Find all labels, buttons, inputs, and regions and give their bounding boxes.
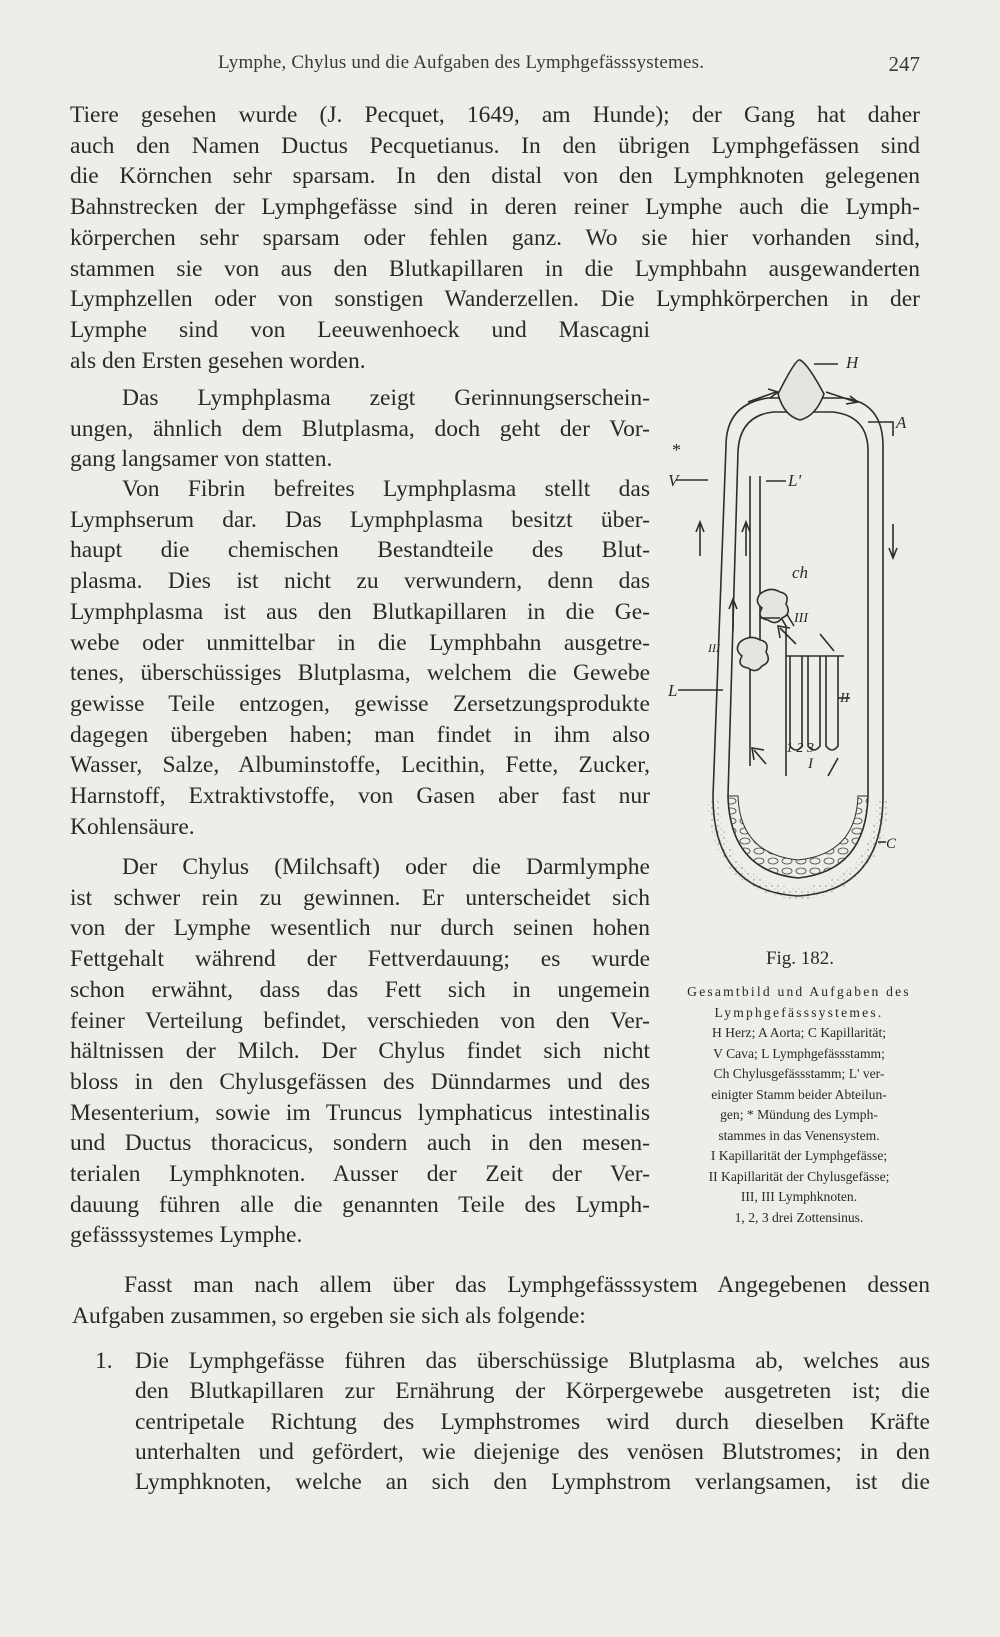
label-ch: ch — [792, 563, 809, 582]
label-H: H — [846, 356, 859, 372]
text-line: gefässsystemes Lymphe. — [70, 1222, 303, 1249]
lymph-node-1 — [737, 637, 768, 670]
caption-title: Gesamtbild und Aufgaben des Lymphgefässsystemes. — [687, 984, 911, 1020]
text-line: dagegen übergeben haben; man findet in ihm also — [70, 721, 650, 748]
label-III-a: III — [794, 611, 808, 626]
text-line: von der Lymphe wesentlich nur durch seinen hohen — [70, 915, 650, 942]
text-line: Bahnstrecken der Lymphgefässe sind in deren reiner Lymphe auch die Lymph- — [70, 194, 920, 221]
arrow-into-heart — [748, 389, 778, 402]
label-L: L — [668, 681, 678, 700]
text-line: schon erwähnt, dass das Fett sich in ungemein — [70, 976, 650, 1003]
text-line: Das Lymphplasma zeigt Gerinnungserschein- — [122, 385, 650, 411]
caption-line: V Cava; L Lymphgefässstamm; — [713, 1045, 885, 1061]
heart-shape — [778, 360, 824, 420]
text-line: den Blutkapillaren zur Ernährung der Körpergewebe ausgetreten ist; die — [135, 1378, 930, 1405]
text-line: körperchen sehr sparsam oder fehlen ganz. Wo sie hier vorhanden sind, — [70, 224, 920, 251]
text-line: Lymphplasma ist aus den Blutkapillaren in die Ge- — [70, 598, 650, 625]
text-line: tenes, überschüssiges Blutplasma, welchem die Gewebe — [70, 660, 650, 687]
arrow-down-right — [889, 524, 897, 558]
text-line: Lymphe sind von Leeuwenhoeck und Mascagni — [70, 316, 650, 343]
summary-paragraph — [72, 1270, 930, 1331]
page-header — [70, 52, 920, 82]
figure-caption — [670, 982, 928, 1228]
label-numbers: 1 2 3 — [786, 741, 814, 756]
text-line: terialen Lymphknoten. Ausser der Zeit der Ver- — [70, 1161, 650, 1188]
label-III-b: III — [708, 641, 720, 655]
villus-3 — [826, 656, 838, 750]
text-line: Mesenterium, sowie im Truncus lymphaticus intestinalis — [70, 1099, 650, 1126]
text-line: centripetale Richtung des Lymphstromes wird durch dieselben Kräfte — [135, 1408, 930, 1435]
arrow-up-mid — [742, 522, 750, 556]
text-line: gewisse Teile entzogen, gewisse Zersetzungsprodukte — [70, 690, 650, 717]
text-line: als den Ersten gesehen worden. — [70, 347, 366, 374]
caption-line: 1, 2, 3 drei Zottensinus. — [734, 1209, 864, 1225]
label-L-prime: L' — [788, 471, 802, 490]
paragraph-1 — [70, 100, 920, 376]
caption-line: gen; * Mündung des Lymph- — [720, 1107, 878, 1122]
arrow-up-left — [696, 522, 704, 556]
arrow-diagonal-2 — [752, 748, 766, 764]
text-line: Tiere gesehen wurde (J. Pecquet, 1649, am Hunde); der Gang hat daher — [70, 102, 920, 128]
text-line: webe oder unmittelbar in die Lymphbahn ausgetre- — [70, 629, 650, 656]
list-number: 1. — [95, 1348, 113, 1374]
arrow-diagonal-3 — [820, 634, 834, 651]
text-line: Die Lymphgefässe führen das überschüssige Blutplasma ab, welches aus — [135, 1348, 930, 1374]
text-line: Kohlensäure. — [70, 813, 195, 840]
text-line: Von Fibrin befreites Lymphplasma stellt das — [122, 476, 650, 502]
text-line: Aufgaben zusammen, so ergeben sie sich als folgende: — [72, 1302, 586, 1329]
page-number: 247 — [888, 52, 920, 76]
label-II: II — [840, 691, 850, 706]
text-line: dauung führen alle die genannten Teile des Lymph- — [70, 1191, 650, 1218]
text-line: Lymphzellen oder von sonstigen Wanderzellen. Die Lymphkörperchen in der — [70, 286, 920, 313]
capillary-network — [728, 796, 868, 878]
paragraph-3 — [70, 474, 650, 842]
text-line: hältnissen der Milch. Der Chylus findet sich nicht — [70, 1038, 650, 1065]
paragraph-2 — [70, 383, 650, 475]
label-C: C — [886, 836, 897, 852]
arrow-up-lymph — [729, 599, 737, 631]
figure-182 — [668, 356, 924, 946]
text-line: Fasst man nach allem über das Lymphgefässsystem Angegebenen dessen — [124, 1272, 930, 1298]
text-line: stammen sie von aus den Blutkapillaren in die Lymphbahn ausgewanderten — [70, 255, 920, 282]
lymph-system-diagram — [668, 356, 924, 946]
caption-line: I Kapillarität der Lymphgefässe; — [710, 1148, 888, 1163]
label-I: I — [808, 756, 813, 772]
caption-line: einigter Stamm beider Abteilun- — [711, 1086, 887, 1102]
chyle-trunk — [768, 596, 786, 776]
running-title: Lymphe, Chylus und die Aufgaben des Lymphgefässsystemes. — [218, 52, 705, 73]
text-line: haupt die chemischen Bestandteile des Blut- — [70, 537, 650, 564]
text-line: bloss in den Chylusgefässen des Dünndarmes und des — [70, 1068, 650, 1095]
caption-line: stammes in das Venensystem. — [718, 1127, 880, 1143]
text-line: auch den Namen Ductus Pecquetianus. In den übrigen Lymphgefässen sind — [70, 132, 920, 159]
label-V: V — [668, 471, 679, 490]
arrow-diagonal-1 — [778, 626, 796, 644]
text-line: unterhalten und gefördert, wie diejenige des venösen Blutstromes; in den — [135, 1438, 930, 1465]
text-line: feiner Verteilung befindet, verschieden von den Ver- — [70, 1007, 650, 1034]
text-line: Lymphknoten, welche an sich den Lymphstrom verlangsamen, ist die — [135, 1469, 930, 1496]
caption-line: H Herz; A Aorta; C Kapillarität; — [711, 1025, 887, 1040]
figure-number: Fig. 182. — [765, 948, 835, 969]
text-line: Lymphserum dar. Das Lymphplasma besitzt über- — [70, 506, 650, 533]
paragraph-4 — [70, 852, 650, 1251]
text-line: ungen, ähnlich dem Blutplasma, doch geht der Vor- — [70, 415, 650, 442]
text-line: die Körnchen sehr sparsam. In den distal von den Lymphknoten gelegenen — [70, 163, 920, 190]
text-line: Der Chylus (Milchsaft) oder die Darmlymphe — [122, 854, 650, 880]
label-star: * — [672, 440, 681, 460]
text-line: plasma. Dies ist nicht zu verwundern, denn das — [70, 568, 650, 595]
caption-line: Ch Chylusgefässstamm; L' ver- — [713, 1066, 885, 1081]
label-A: A — [896, 413, 907, 432]
villus-1 — [790, 656, 802, 750]
villus-2 — [808, 656, 820, 750]
caption-line: II Kapillarität der Chylusgefässe; — [708, 1168, 890, 1184]
caption-line: III, III Lymphknoten. — [740, 1189, 858, 1204]
text-line: Harnstoff, Extraktivstoffe, von Gasen aber fast nur — [70, 783, 650, 810]
text-line: ist schwer rein zu gewinnen. Er unterscheidet sich — [70, 884, 650, 911]
text-line: gang langsamer von statten. — [70, 446, 333, 473]
text-line: Fettgehalt während der Fettverdauung; es wurde — [70, 946, 650, 973]
text-line: Wasser, Salze, Albuminstoffe, Lecithin, Fette, Zucker, — [70, 752, 650, 779]
text-line: und Ductus thoracicus, sondern auch in den mesen- — [70, 1130, 650, 1157]
